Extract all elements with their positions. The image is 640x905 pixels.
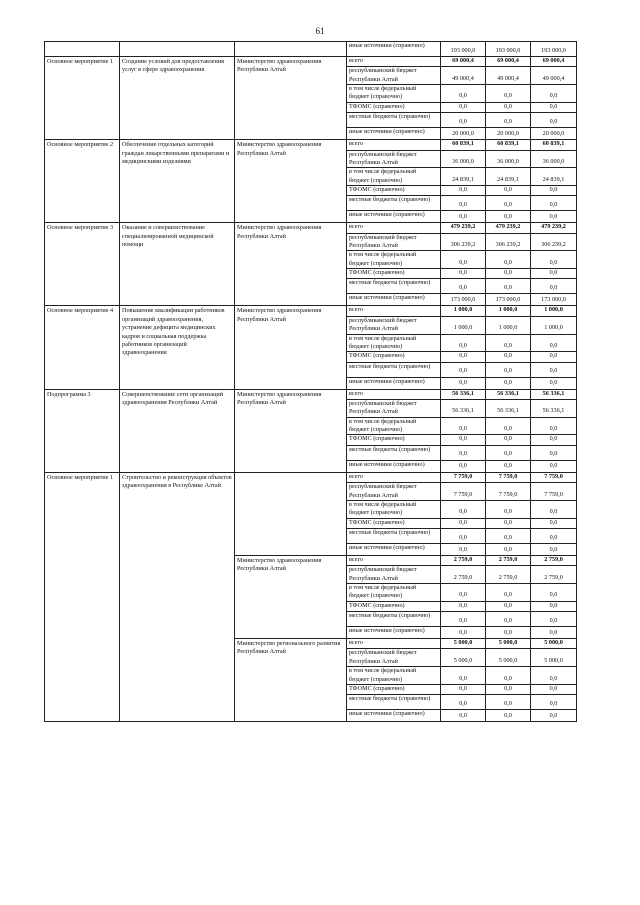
amount-cell: 0,0	[531, 445, 577, 460]
amount-cell: 0,0	[531, 211, 577, 223]
amount-cell: 0,0	[441, 518, 486, 528]
amount-cell: 56 336,1	[441, 389, 486, 399]
amount-cell: 0,0	[531, 102, 577, 112]
amount-cell: 0,0	[441, 362, 486, 377]
amount-cell: 7 759,0	[441, 472, 486, 482]
amount-cell: 49 000,4	[441, 67, 486, 85]
table-row	[45, 306, 577, 316]
amount-cell: 69 000,4	[441, 57, 486, 67]
amount-cell: 0,0	[441, 279, 486, 294]
amount-cell: 0,0	[531, 627, 577, 639]
amount-cell: 0,0	[486, 684, 531, 694]
funding-source: республиканский бюджет Республики Алтай	[347, 399, 441, 417]
amount-cell: 0,0	[486, 334, 531, 352]
amount-cell: 0,0	[531, 695, 577, 710]
program-label: Подпрограмма 3	[45, 389, 120, 472]
table-row	[45, 57, 577, 67]
amount-cell: 0,0	[486, 362, 531, 377]
amount-cell: 56 336,1	[486, 389, 531, 399]
amount-cell: 0,0	[441, 352, 486, 362]
amount-cell: 0,0	[441, 543, 486, 555]
amount-cell: 0,0	[531, 460, 577, 472]
amount-cell: 20 000,0	[531, 128, 577, 140]
amount-cell: 0,0	[441, 377, 486, 389]
amount-cell: 2 759,0	[441, 555, 486, 565]
amount-cell: 0,0	[486, 601, 531, 611]
funding-source: всего	[347, 306, 441, 316]
funding-source: иные источники (справочно)	[347, 627, 441, 639]
amount-cell: 20 000,0	[441, 128, 486, 140]
amount-cell: 0,0	[486, 543, 531, 555]
amount-cell: 56 336,1	[486, 399, 531, 417]
amount-cell: 0,0	[531, 601, 577, 611]
amount-cell: 0,0	[531, 113, 577, 128]
amount-cell: 0,0	[486, 417, 531, 435]
funding-source: ТФОМС (справочно)	[347, 269, 441, 279]
amount-cell: 0,0	[441, 612, 486, 627]
amount-cell: 1 000,0	[441, 306, 486, 316]
funding-source: республиканский бюджет Республики Алтай	[347, 649, 441, 667]
amount-cell: 0,0	[441, 695, 486, 710]
program-description: Создание условий для предоставления услуг в сфере здравоохранения	[120, 57, 235, 140]
funding-source: республиканский бюджет Республики Алтай	[347, 233, 441, 251]
amount-cell: 2 759,0	[531, 555, 577, 565]
amount-cell: 60 839,1	[531, 140, 577, 150]
funding-source: всего	[347, 389, 441, 399]
funding-source: иные источники (справочно)	[347, 543, 441, 555]
amount-cell: 0,0	[441, 627, 486, 639]
funding-source: местные бюджеты (справочно)	[347, 612, 441, 627]
amount-cell: 2 759,0	[441, 566, 486, 584]
program-description: Совершенствование сети организаций здравоохранения Республики Алтай	[120, 389, 235, 472]
program-description: Повышение квалификации работников организаций здравоохранения, устранение дефицита медицинских кадров и социальная поддержка работников организаций здравоохранения	[120, 306, 235, 389]
program-label: Основное мероприятие 4	[45, 306, 120, 389]
amount-cell: 60 839,1	[486, 140, 531, 150]
funding-source: ТФОМС (справочно)	[347, 518, 441, 528]
program-label	[45, 42, 120, 57]
funding-source: ТФОМС (справочно)	[347, 185, 441, 195]
amount-cell: 5 000,0	[441, 639, 486, 649]
funding-source: иные источники (справочно)	[347, 294, 441, 306]
funding-source: иные источники (справочно)	[347, 377, 441, 389]
responsible-executor: Министерство здравоохранения Республики Алтай	[235, 389, 347, 472]
amount-cell: 0,0	[441, 528, 486, 543]
amount-cell: 0,0	[486, 695, 531, 710]
amount-cell: 5 000,0	[531, 639, 577, 649]
responsible-executor: Министерство здравоохранения Республики Алтай	[235, 555, 347, 638]
amount-cell: 0,0	[441, 460, 486, 472]
amount-cell: 60 839,1	[441, 140, 486, 150]
amount-cell: 7 759,0	[486, 472, 531, 482]
amount-cell: 1 000,0	[486, 316, 531, 334]
amount-cell: 0,0	[441, 435, 486, 445]
amount-cell: 1 000,0	[441, 316, 486, 334]
budget-table-body	[45, 42, 577, 722]
funding-source: всего	[347, 472, 441, 482]
funding-source: в том числе федеральный бюджет (справочно)	[347, 500, 441, 518]
amount-cell: 0,0	[441, 196, 486, 211]
amount-cell: 0,0	[531, 612, 577, 627]
amount-cell: 7 759,0	[531, 472, 577, 482]
amount-cell: 1 000,0	[531, 306, 577, 316]
amount-cell: 0,0	[441, 710, 486, 722]
funding-source: ТФОМС (справочно)	[347, 684, 441, 694]
amount-cell: 0,0	[486, 377, 531, 389]
amount-cell: 0,0	[486, 460, 531, 472]
responsible-executor	[235, 42, 347, 57]
amount-cell: 0,0	[441, 667, 486, 685]
program-label: Основное мероприятие 1	[45, 472, 120, 721]
responsible-executor: Министерство регионального развития Республики Алтай	[235, 639, 347, 722]
responsible-executor: Министерство здравоохранения Республики Алтай	[235, 306, 347, 389]
amount-cell: 0,0	[531, 352, 577, 362]
amount-cell: 0,0	[441, 334, 486, 352]
funding-source: республиканский бюджет Республики Алтай	[347, 67, 441, 85]
amount-cell: 0,0	[486, 584, 531, 602]
funding-source: иные источники (справочно)	[347, 211, 441, 223]
amount-cell: 0,0	[531, 362, 577, 377]
program-label: Основное мероприятие 2	[45, 140, 120, 223]
amount-cell: 69 000,4	[486, 57, 531, 67]
amount-cell: 0,0	[441, 601, 486, 611]
funding-source: в том числе федеральный бюджет (справочно)	[347, 85, 441, 103]
funding-source: местные бюджеты (справочно)	[347, 279, 441, 294]
funding-source: местные бюджеты (справочно)	[347, 445, 441, 460]
amount-cell: 0,0	[531, 684, 577, 694]
amount-cell: 0,0	[531, 435, 577, 445]
funding-source: республиканский бюджет Республики Алтай	[347, 483, 441, 501]
amount-cell: 306 239,2	[531, 233, 577, 251]
amount-cell: 0,0	[486, 113, 531, 128]
funding-source: ТФОМС (справочно)	[347, 352, 441, 362]
amount-cell: 20 000,0	[486, 128, 531, 140]
funding-source: ТФОМС (справочно)	[347, 102, 441, 112]
funding-source: иные источники (справочно)	[347, 42, 441, 57]
funding-source: в том числе федеральный бюджет (справочно)	[347, 584, 441, 602]
program-description	[120, 42, 235, 57]
program-description: Строительство и реконструкция объектов здравоохранения в Республике Алтай	[120, 472, 235, 721]
amount-cell: 2 759,0	[486, 555, 531, 565]
funding-source: республиканский бюджет Республики Алтай	[347, 566, 441, 584]
funding-source: местные бюджеты (справочно)	[347, 695, 441, 710]
amount-cell: 479 239,2	[486, 223, 531, 233]
amount-cell: 0,0	[441, 102, 486, 112]
amount-cell: 0,0	[486, 612, 531, 627]
amount-cell: 0,0	[441, 445, 486, 460]
amount-cell: 0,0	[441, 584, 486, 602]
amount-cell: 0,0	[486, 85, 531, 103]
amount-cell: 0,0	[486, 435, 531, 445]
amount-cell: 0,0	[486, 518, 531, 528]
amount-cell: 7 759,0	[441, 483, 486, 501]
amount-cell: 0,0	[531, 518, 577, 528]
program-label: Основное мероприятие 3	[45, 223, 120, 306]
amount-cell: 0,0	[531, 667, 577, 685]
funding-source: местные бюджеты (справочно)	[347, 528, 441, 543]
amount-cell: 173 000,0	[486, 294, 531, 306]
funding-source: в том числе федеральный бюджет (справочно)	[347, 667, 441, 685]
amount-cell: 7 759,0	[531, 483, 577, 501]
amount-cell: 56 336,1	[531, 399, 577, 417]
table-row	[45, 472, 577, 482]
amount-cell: 0,0	[486, 279, 531, 294]
funding-source: республиканский бюджет Республики Алтай	[347, 150, 441, 168]
funding-source: всего	[347, 223, 441, 233]
funding-source: иные источники (справочно)	[347, 460, 441, 472]
responsible-executor: Министерство здравоохранения Республики Алтай	[235, 57, 347, 140]
amount-cell: 0,0	[531, 500, 577, 518]
program-description: Обеспечение отдельных категорий граждан лекарственными препаратами и медицинскими изделиями	[120, 140, 235, 223]
amount-cell: 0,0	[531, 417, 577, 435]
funding-source: ТФОМС (справочно)	[347, 435, 441, 445]
funding-source: республиканский бюджет Республики Алтай	[347, 316, 441, 334]
funding-source: ТФОМС (справочно)	[347, 601, 441, 611]
amount-cell: 24 839,1	[531, 168, 577, 186]
amount-cell: 193 000,0	[486, 42, 531, 57]
funding-source: в том числе федеральный бюджет (справочно)	[347, 334, 441, 352]
amount-cell: 0,0	[441, 185, 486, 195]
funding-source: иные источники (справочно)	[347, 128, 441, 140]
amount-cell: 36 000,0	[441, 150, 486, 168]
amount-cell: 1 000,0	[486, 306, 531, 316]
amount-cell: 0,0	[531, 377, 577, 389]
amount-cell: 0,0	[441, 269, 486, 279]
amount-cell: 24 839,1	[486, 168, 531, 186]
amount-cell: 0,0	[531, 710, 577, 722]
page-number: 61	[315, 26, 325, 36]
amount-cell: 0,0	[531, 543, 577, 555]
funding-source: в том числе федеральный бюджет (справочно)	[347, 251, 441, 269]
amount-cell: 193 000,0	[531, 42, 577, 57]
amount-cell: 0,0	[486, 102, 531, 112]
amount-cell: 56 336,1	[441, 399, 486, 417]
program-label: Основное мероприятие 1	[45, 57, 120, 140]
amount-cell: 36 000,0	[531, 150, 577, 168]
amount-cell: 0,0	[486, 269, 531, 279]
amount-cell: 5 000,0	[531, 649, 577, 667]
amount-cell: 0,0	[531, 584, 577, 602]
amount-cell: 0,0	[486, 251, 531, 269]
amount-cell: 56 336,1	[531, 389, 577, 399]
amount-cell: 24 839,1	[441, 168, 486, 186]
amount-cell: 0,0	[441, 85, 486, 103]
amount-cell: 0,0	[531, 185, 577, 195]
amount-cell: 0,0	[486, 445, 531, 460]
amount-cell: 2 759,0	[531, 566, 577, 584]
amount-cell: 0,0	[486, 185, 531, 195]
funding-source: всего	[347, 555, 441, 565]
amount-cell: 0,0	[441, 211, 486, 223]
amount-cell: 1 000,0	[531, 316, 577, 334]
table-row	[45, 140, 577, 150]
amount-cell: 0,0	[486, 500, 531, 518]
responsible-executor: Министерство здравоохранения Республики Алтай	[235, 223, 347, 306]
amount-cell: 0,0	[441, 113, 486, 128]
amount-cell: 173 000,0	[441, 294, 486, 306]
funding-source: местные бюджеты (справочно)	[347, 113, 441, 128]
amount-cell: 7 759,0	[486, 483, 531, 501]
funding-source: местные бюджеты (справочно)	[347, 196, 441, 211]
table-row	[45, 223, 577, 233]
budget-table	[44, 41, 577, 722]
amount-cell: 49 000,4	[531, 67, 577, 85]
amount-cell: 0,0	[531, 251, 577, 269]
amount-cell: 0,0	[531, 85, 577, 103]
amount-cell: 0,0	[441, 417, 486, 435]
amount-cell: 0,0	[486, 528, 531, 543]
amount-cell: 0,0	[441, 251, 486, 269]
amount-cell: 0,0	[486, 211, 531, 223]
funding-source: в том числе федеральный бюджет (справочно)	[347, 168, 441, 186]
amount-cell: 173 000,0	[531, 294, 577, 306]
table-row	[45, 389, 577, 399]
amount-cell: 479 239,2	[531, 223, 577, 233]
funding-source: в том числе федеральный бюджет (справочно)	[347, 417, 441, 435]
funding-source: местные бюджеты (справочно)	[347, 362, 441, 377]
program-description: Оказание и совершенствование специализированной медицинской помощи	[120, 223, 235, 306]
funding-source: всего	[347, 140, 441, 150]
amount-cell: 0,0	[441, 684, 486, 694]
amount-cell: 0,0	[531, 269, 577, 279]
amount-cell: 306 239,2	[486, 233, 531, 251]
amount-cell: 0,0	[486, 196, 531, 211]
amount-cell: 5 000,0	[486, 639, 531, 649]
table-row	[45, 42, 577, 57]
amount-cell: 0,0	[486, 627, 531, 639]
amount-cell: 5 000,0	[486, 649, 531, 667]
amount-cell: 0,0	[486, 667, 531, 685]
funding-source: иные источники (справочно)	[347, 710, 441, 722]
amount-cell: 0,0	[441, 500, 486, 518]
amount-cell: 306 239,2	[441, 233, 486, 251]
funding-source: всего	[347, 639, 441, 649]
amount-cell: 36 000,0	[486, 150, 531, 168]
funding-source: всего	[347, 57, 441, 67]
amount-cell: 2 759,0	[486, 566, 531, 584]
amount-cell: 0,0	[531, 196, 577, 211]
amount-cell: 0,0	[486, 352, 531, 362]
responsible-executor: Министерство здравоохранения Республики Алтай	[235, 140, 347, 223]
responsible-executor	[235, 472, 347, 555]
amount-cell: 0,0	[531, 279, 577, 294]
amount-cell: 49 000,4	[486, 67, 531, 85]
amount-cell: 0,0	[531, 528, 577, 543]
amount-cell: 5 000,0	[441, 649, 486, 667]
amount-cell: 193 000,0	[441, 42, 486, 57]
amount-cell: 69 000,4	[531, 57, 577, 67]
amount-cell: 479 239,2	[441, 223, 486, 233]
amount-cell: 0,0	[531, 334, 577, 352]
amount-cell: 0,0	[486, 710, 531, 722]
